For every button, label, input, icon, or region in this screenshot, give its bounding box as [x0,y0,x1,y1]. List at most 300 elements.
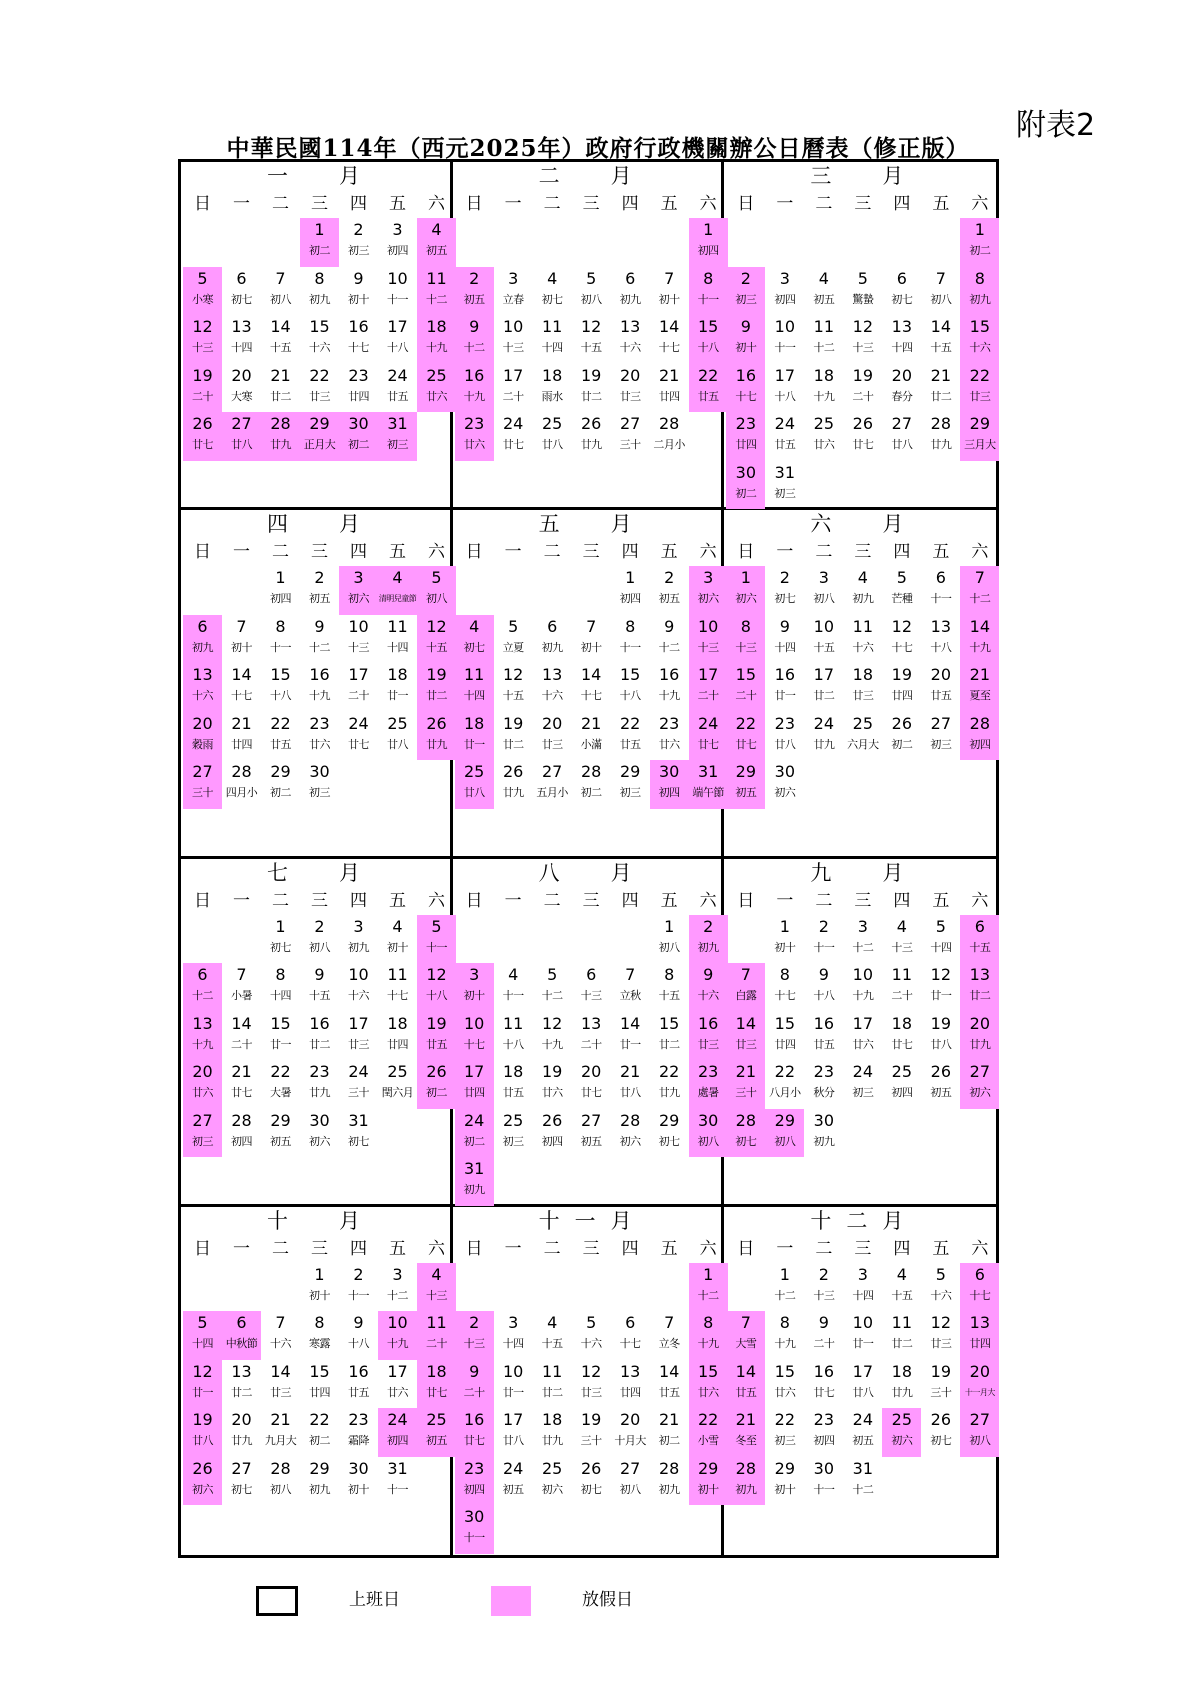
workday-cell [300,1311,339,1360]
lunar-label: 廿二 [231,1385,252,1399]
lunar-label: 初八 [930,292,952,306]
weekday-label: 六 [971,542,989,563]
holiday-cell [455,1012,494,1061]
day-number: 4 [469,616,480,636]
lunar-label: 廿一 [192,1385,213,1399]
workday-cell [533,364,572,413]
weekday-label: 三 [582,542,600,563]
day-number: 3 [703,568,714,588]
lunar-label: 十九 [463,389,485,403]
lunar-label: 三月大 [964,438,996,451]
empty-cell [261,1263,300,1312]
lunar-label: 端午節 [692,786,724,800]
day-number: 1 [314,1264,325,1284]
lunar-label: 初三 [619,786,641,800]
weekday-label: 五 [389,542,406,563]
day-number: 9 [469,317,480,336]
lunar-label: 十六 [192,689,213,703]
lunar-label: 十一 [697,292,719,306]
lunar-label: 廿七 [813,1385,835,1399]
holiday-cell [689,915,728,964]
day-number: 24 [348,713,369,733]
lunar-label: 白露 [735,989,757,1002]
month-name: 五 [538,512,560,537]
workday-cell [533,267,572,316]
lunar-label: 十五 [541,1337,563,1351]
day-number: 6 [625,1313,636,1333]
lunar-label: 廿六 [697,1385,719,1399]
day-number: 19 [580,365,602,385]
empty-cell [921,218,960,267]
lunar-label: 初八 [270,1482,291,1496]
day-number: 17 [852,1013,873,1033]
lunar-label: 廿三 [270,1385,291,1399]
lunar-label: 二十 [735,689,757,703]
day-number: 9 [353,1313,364,1333]
weekday-label: 三 [311,542,328,563]
day-number: 20 [891,365,912,385]
lunar-label: 廿四 [463,1086,485,1099]
month-name: 九 [810,860,832,885]
workday-cell [804,963,843,1012]
lunar-label: 廿四 [231,737,252,751]
lunar-label: 十四 [231,341,252,354]
weekday-label: 三 [854,890,872,911]
day-number: 6 [547,616,558,636]
holiday-cell [417,915,456,964]
weekday-label: 五 [660,890,678,911]
day-number: 17 [348,1013,369,1033]
day-number: 30 [697,1110,719,1130]
lunar-label: 初四 [541,1134,563,1148]
day-number: 3 [818,568,829,588]
weekday-label: 四 [621,890,639,911]
day-number: 29 [697,1458,719,1478]
weekday-label: 二 [815,542,833,563]
holiday-cell [689,364,728,413]
day-number: 6 [896,268,907,288]
day-number: 31 [463,1159,485,1178]
day-number: 3 [392,1264,403,1284]
workday-cell [533,412,572,461]
day-number: 18 [541,1410,563,1430]
day-number: 14 [270,317,291,336]
day-number: 14 [735,1361,756,1381]
workday-cell [921,412,960,461]
day-number: 11 [387,965,408,984]
lunar-label: 初八 [426,592,447,606]
day-number: 25 [426,1410,447,1430]
lunar-label: 夏至 [969,689,991,703]
workday-cell [765,1457,804,1506]
lunar-label: 廿四 [348,389,369,403]
day-number: 21 [270,365,291,385]
day-number: 19 [580,1410,602,1430]
workday-cell [261,1311,300,1360]
day-number: 19 [502,713,524,733]
holiday-cell [455,267,494,316]
workday-cell [572,963,611,1012]
day-number: 8 [974,268,985,288]
legend-holiday-swatch [491,1586,531,1616]
lunar-label: 正月大 [303,438,336,451]
weekday-header [455,193,728,215]
workday-cell [572,412,611,461]
workday-cell [765,915,804,964]
weekday-label: 六 [699,194,717,214]
empty-cell [183,218,222,267]
lunar-label: 廿三 [852,689,874,703]
day-number: 18 [541,365,563,385]
empty-cell [572,566,611,615]
lunar-label: 十二 [463,341,485,354]
workday-cell [611,963,650,1012]
workday-cell [533,663,572,712]
day-number: 29 [270,1110,291,1130]
workday-cell [300,315,339,364]
empty-cell [494,218,533,267]
holiday-cell [183,1311,222,1360]
empty-cell [183,915,222,964]
lunar-label: 廿七 [426,1385,447,1399]
day-number: 4 [392,916,403,936]
day-number: 1 [314,220,325,239]
lunar-label: 十三 [891,940,913,954]
weekday-label: 一 [776,542,794,563]
lunar-label: 小滿 [580,737,602,751]
month-name: 一 [267,164,288,188]
workday-cell [882,412,921,461]
lunar-label: 初七 [541,292,563,306]
holiday-cell [378,1311,417,1360]
day-number: 29 [309,1458,330,1478]
lunar-label: 十四 [387,640,408,654]
day-number: 30 [813,1458,834,1478]
day-number: 20 [969,1361,990,1381]
workday-cell [650,1457,689,1506]
workday-cell [843,1263,882,1312]
weekday-label: 二 [272,542,289,563]
weekday-label: 六 [699,542,717,563]
lunar-label: 十五 [930,341,952,354]
workday-cell [804,1012,843,1061]
workday-cell [494,315,533,364]
holiday-cell [689,1109,728,1158]
day-number: 15 [270,665,291,685]
lunar-label: 廿八 [774,737,796,751]
weekday-label: 五 [389,890,406,911]
holiday-cell [183,315,222,364]
workday-cell [650,364,689,413]
lunar-label: 廿八 [930,1037,952,1051]
day-number: 3 [779,268,790,288]
lunar-label: 十一 [463,1531,485,1545]
day-number: 8 [275,965,286,984]
day-number: 27 [541,762,563,782]
holiday-cell [960,566,999,615]
weekday-label: 六 [428,542,445,563]
lunar-label: 初五 [658,592,680,606]
day-number: 8 [314,1313,325,1333]
lunar-label: 廿七 [231,1086,252,1099]
weekday-label: 日 [465,1238,483,1259]
weekday-label: 六 [971,1238,989,1259]
lunar-label: 廿九 [930,438,952,451]
workday-cell [261,315,300,364]
day-number: 27 [619,414,641,433]
lunar-label: 廿六 [309,737,330,751]
empty-cell [765,218,804,267]
day-number: 1 [740,568,751,588]
lunar-label: 十九 [192,1037,213,1051]
holiday-cell [183,712,222,761]
day-number: 22 [697,365,719,385]
lunar-label: 閏六月 [381,1086,414,1099]
lunar-label: 初八 [658,940,680,954]
days-grid [183,1263,456,1506]
day-number: 5 [586,1313,597,1333]
holiday-cell [726,1012,765,1061]
holiday-cell [183,1109,222,1158]
day-number: 20 [580,1062,602,1081]
day-number: 21 [580,713,602,733]
day-number: 5 [508,616,519,636]
weekday-header [183,890,456,912]
day-number: 9 [469,1361,480,1381]
lunar-label: 初六 [735,592,757,606]
day-number: 18 [891,1361,912,1381]
workday-cell [339,915,378,964]
lunar-label: 十一 [270,640,291,654]
day-number: 12 [426,616,447,636]
lunar-label: 十七 [231,689,252,703]
weekday-label: 四 [621,542,639,563]
lunar-label: 十七 [580,689,602,703]
workday-cell [339,315,378,364]
day-number: 28 [580,762,602,782]
holiday-cell [183,615,222,664]
day-number: 21 [969,665,990,685]
workday-cell [494,364,533,413]
holiday-cell [378,1408,417,1457]
lunar-label: 十二 [309,640,330,654]
workday-cell [843,1311,882,1360]
lunar-label: 廿二 [580,389,602,403]
lunar-label: 十三 [852,341,874,354]
workday-cell [765,615,804,664]
weekday-label: 一 [776,194,794,214]
holiday-cell [689,1060,728,1109]
day-number: 7 [935,268,946,288]
day-number: 5 [857,268,868,288]
holiday-cell [960,364,999,413]
day-number: 9 [818,965,829,984]
day-number: 20 [619,365,641,385]
weekday-label: 三 [582,890,600,911]
day-number: 24 [774,414,795,433]
day-number: 29 [969,414,990,433]
lunar-label: 清明兒童節 [378,594,417,604]
weekday-label: 六 [428,194,445,214]
lunar-label: 立秋 [619,989,641,1002]
lunar-label: 初四 [270,592,291,606]
holiday-cell [183,760,222,809]
lunar-label: 十七 [774,989,796,1002]
workday-cell [222,712,261,761]
lunar-label: 初二 [309,244,330,257]
day-number: 13 [231,1361,252,1381]
lunar-label: 小暑 [231,989,252,1002]
workday-cell [843,267,882,316]
workday-cell [804,663,843,712]
day-number: 3 [508,268,519,288]
workday-cell [765,315,804,364]
day-number: 8 [275,616,286,636]
weekday-label: 日 [194,890,211,911]
workday-cell [300,1060,339,1109]
workday-cell [843,1408,882,1457]
lunar-label: 初三 [774,1434,796,1448]
workday-cell [261,1109,300,1158]
day-number: 12 [580,317,602,336]
workday-cell [921,1408,960,1457]
workday-cell [300,712,339,761]
weekday-label: 五 [389,1238,406,1259]
day-number: 10 [852,1313,873,1333]
lunar-label: 初七 [580,1482,602,1496]
days-grid [183,566,456,809]
lunar-label: 初六 [969,1086,991,1099]
workday-cell [804,915,843,964]
lunar-label: 廿六 [192,1086,213,1099]
workday-cell [921,315,960,364]
day-number: 4 [431,1264,442,1284]
lunar-label: 十七 [969,1288,991,1302]
day-number: 7 [664,1313,675,1333]
day-number: 27 [969,1062,990,1081]
lunar-label: 廿三 [619,389,641,403]
lunar-label: 十一月大 [964,1387,995,1397]
day-number: 24 [813,713,834,733]
lunar-label: 十二 [192,989,213,1002]
days-grid [455,218,728,461]
month-word: 月 [339,860,360,885]
month-header [181,1207,450,1235]
lunar-label: 十四 [891,341,913,354]
workday-cell [611,1060,650,1109]
lunar-label: 廿七 [502,438,524,451]
empty-cell [183,1263,222,1312]
workday-cell [843,963,882,1012]
weekday-label: 六 [428,890,445,911]
day-number: 26 [580,414,602,433]
month-block [181,1207,453,1555]
weekday-header [455,1238,728,1260]
workday-cell [650,712,689,761]
day-number: 6 [236,268,247,288]
holiday-cell [726,461,765,510]
workday-cell [921,1263,960,1312]
holiday-cell [689,315,728,364]
lunar-label: 初六 [192,1482,213,1496]
day-number: 22 [774,1410,795,1430]
holiday-cell [689,712,728,761]
workday-cell [611,315,650,364]
weekday-label: 日 [737,542,755,563]
lunar-label: 大寒 [231,389,252,403]
lunar-label: 初七 [231,292,252,306]
days-grid [455,1263,728,1554]
lunar-label: 初二 [463,1134,485,1148]
day-number: 9 [703,965,714,984]
day-number: 9 [353,268,364,288]
holiday-cell [726,1060,765,1109]
lunar-label: 初十 [774,1482,796,1496]
lunar-label: 廿五 [426,1037,447,1051]
holiday-cell [455,315,494,364]
weekday-label: 一 [233,1238,250,1259]
lunar-label: 初三 [387,438,408,451]
workday-cell [300,1263,339,1312]
workday-cell [572,712,611,761]
holiday-cell [960,963,999,1012]
weekday-label: 一 [233,542,250,563]
lunar-label: 十一 [930,592,952,606]
lunar-label: 廿七 [891,1037,913,1051]
workday-cell [921,566,960,615]
lunar-label: 十八 [813,989,835,1002]
day-number: 2 [818,1264,829,1284]
holiday-cell [455,963,494,1012]
day-number: 21 [658,1410,680,1430]
lunar-label: 廿五 [697,389,719,403]
lunar-label: 初五 [270,1134,291,1148]
day-number: 8 [703,268,714,288]
day-number: 26 [192,1458,213,1478]
day-number: 11 [502,1013,524,1033]
day-number: 27 [619,1458,641,1478]
lunar-label: 十六 [930,1288,952,1302]
legend-holiday-label: 放假日 [582,1590,633,1610]
month-name: 十 [538,1208,560,1233]
month-word: 月 [882,860,904,885]
lunar-label: 初六 [697,592,719,606]
workday-cell [494,760,533,809]
empty-cell [533,218,572,267]
lunar-label: 初三 [852,1086,874,1099]
month-word: 月 [610,164,632,188]
holiday-cell [455,712,494,761]
lunar-label: 廿五 [502,1086,524,1099]
day-number: 18 [463,713,485,733]
workday-cell [300,1012,339,1061]
day-number: 20 [930,665,951,685]
holiday-cell [183,1012,222,1061]
lunar-label: 三十 [348,1086,369,1099]
workday-cell [339,267,378,316]
workday-cell [300,566,339,615]
lunar-label: 廿九 [270,438,291,451]
workday-cell [222,963,261,1012]
workday-cell [378,963,417,1012]
workday-cell [921,963,960,1012]
workday-cell [882,1060,921,1109]
lunar-label: 十八 [930,640,952,654]
day-number: 30 [813,1110,834,1130]
day-number: 21 [619,1062,641,1081]
lunar-label: 十一 [348,1288,369,1302]
day-number: 1 [275,568,286,588]
